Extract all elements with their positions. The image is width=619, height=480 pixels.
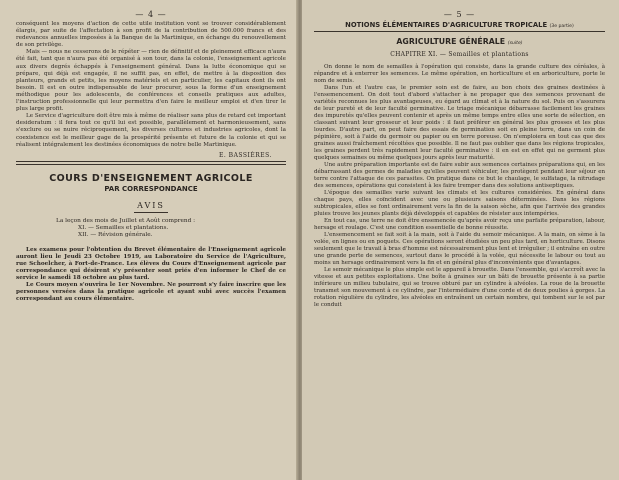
chapter-title: CHAPITRE XI. — Semailles et plantations [390, 51, 529, 58]
page-number: — 4 — [135, 10, 167, 19]
paragraph: conséquent les moyens d'action de cette utile institution vont se trouver considérablement élargis, par suite de l'affectation à son profit de la contribution de 500.000 francs et des redevances annuelles imposées à la Banque de la Martinique, en échange du renouvellement de son privilège. [16, 21, 286, 49]
paragraph: En tout cas, une terre ne doit être ensemencée qu'après avoir reçu une parfaite préparation, labour, hersage et roulage. C'est une condition essentielle de bonne réussite. [314, 218, 605, 231]
course-title: COURS D'ENSEIGNEMENT AGRICOLE [49, 172, 253, 184]
avis-heading: AVIS [137, 200, 165, 210]
series-part: (3e partie) [549, 24, 574, 29]
paragraph: L'époque des semailles varie suivant les climats et les cultures considérées. En général dans chaque pays, elles coïncident avec une ou plusieurs saisons déterminées. Dans les régions subtropicales, elles se font ordinairement vers la fin de la saison sèche, afin que l'arrivée des grandes pluies trouve les jeunes plants déjà développés et capables de résister aux intempéries. [314, 190, 605, 217]
exam-notice [16, 247, 286, 303]
paragraph: L'ensemencement se fait soit à la main, soit à l'aide du semoir mécanique. A la main, on sème à la volée, en lignes ou en poquets. Ces opérations seront étudiées un peu plus tard, en horticulture. Disons seulement que le travail à bras d'homme est nécessairement plus lent et irrégulier ; il entraîne en outre une grande perte de semences, surtout dans le procédé à la volée, qui nécessite le labour ou tout au moins un hersage ordinairement vers la fin et en général plus d'inconvénients que d'avantages. [314, 232, 605, 266]
lesson-intro: La leçon des mois de Juillet et Août comprend : [56, 217, 196, 224]
left-page [0, 0, 298, 480]
lesson-item: XII. — Révision générale. [78, 232, 153, 239]
avis-underline [134, 212, 168, 213]
paragraph: Mais — nous ne cesserons de le répéter — rien de définitif et de pleinement efficace n'aura été fait, tant que n'aura pas été organisé à son tour, dans la colonie, l'enseignement agricole aux divers degrés échappés à l'enseignement général. Dans la lutte économique qui se prépare, qui déjà est engagée, il ne suffit pas, en effet, de mettre à la disposition des planteurs, grands et petits, les moyens matériels et en particulier, les capitaux dont ils ont besoin. Il est en outre indispensable de leur procurer, sous la forme d'un enseignement méthodique pour les adolescents, de conférences et conseils pratiques aux adultes, l'instruction professionnelle qui leur permettra d'en faire le meilleur emploi et d'en tirer le plus large profit. [16, 49, 286, 113]
section-title [314, 37, 605, 46]
section-name: AGRICULTURE GÉNÉRALE [396, 37, 506, 46]
notice-paragraph: Les examens pour l'obtention du Brevet élémentaire de l'Enseignement agricole auront lieu le Jeudi 23 Octobre 1919, au Laboratoire du Service de l'Agriculture, rue Schoelcher, à Fort-de-France. Les élèves du Cours d'Enseignement agricole par correspondance qui désirent s'y présenter sont priés d'en informer le Chef de ce service le samedi 18 octobre au plus tard. [16, 247, 286, 282]
signature: E. BASSIÈRES. [218, 151, 272, 159]
divider [314, 31, 605, 32]
divider [16, 164, 286, 165]
section-note: (suite) [507, 41, 523, 46]
paragraph: Dans l'un et l'autre cas, le premier soin est de faire, au bon choix des graines destinées à l'ensemencement. On doit tout d'abord s'attacher à ne propager que des semences provenant de variétés reconnues les plus avantageuses, eu égard au climat et à la nature du sol. Puis on s'assurera de leur pureté et de leur faculté germinative. Le triage mécanique débarrasse facilement les graines des impuretés qu'elles peuvent contenir et après un même temps entre elles une sorte de sélection, en classant suivant leur grosseur et leur poids : il faut préférer en général les plus grosses et les plus lourdes. D'autre part, on peut faire des essais de germination soit en pleine terre, dans un coin de pépinière, soit à l'aide du germoir ou papier ou en terre poreuse. On n'emploiera en tout cas que des graines aussi fraîchement récoltées que possible. Il ne faut pas oublier que dans les régions tropicales, les graines perdent très rapidement leur faculté germinative : il en est en effet qui ne germent plus quelques semaines ou même quelques jours après leur maturité. [314, 85, 605, 161]
lesson-item: XI. — Semailles et plantations. [78, 224, 169, 231]
right-page [302, 0, 619, 480]
paragraph: On donne le nom de semailles à l'opération qui consiste, dans la grande culture des céréales, à répandre et à enterrer les semences. Le même opération, en horticulture et en arboriculture, porte le nom de semis. [314, 64, 605, 84]
page-number: — 5 — [443, 10, 476, 19]
course-subtitle: PAR CORRESPONDANCE [104, 184, 198, 193]
series-header [314, 21, 605, 29]
notice-paragraph: Le Cours moyen s'ouvrira le 1er Novembre. Ne pourront s'y faire inscrire que les personnes versées dans la pratique agricole et ayant subi avec succès l'examen correspondant au cours élémentaire. [16, 282, 286, 303]
paragraph: Une autre préparation importante est de faire subir aux semences certaines préparations qui, en les débarrassant des germes de maladies qu'elles peuvent véhiculer, les protègent pendant leur séjour en terre contre l'attaque de ces parasites. On pratique dans ce but le chaulage, le sulfatage, la nitrudage des semences, opérations qui consistent à les faire tremper dans des solutions antiseptiques. [314, 162, 605, 189]
series-title: NOTIONS ÉLÉMENTAIRES D'AGRICULTURE TROPICALE [345, 21, 548, 29]
lesson-list [56, 218, 286, 240]
paragraph: Le Service d'agriculture doit être mis à même de réaliser sans plus de retard cet important desideratum : il fera tout ce qu'il lui est possible, parallèlement et harmonieusement, sans s'exclure ou se nuire réciproquement, les diverses cultures et industries agricoles, dont la coexistence est le meilleur gage de la prospérité présente et future de la colonie et qui se réalisent intégralement les destinées économiques de notre belle Martinique. [16, 113, 286, 148]
paragraph: Le semoir mécanique le plus simple est le appareil à brouette. Dans l'ensemble, qui s'accroît avec la vitesse et aux petites exploitations. Une boîte à graines sur un bâti de brouette présente à sa partie inférieure un milieu tubulaire, qui se trouve obturé par un cylindre à alvéoles. La roue de la brouette transmet son mouvement à ce cylindre, par l'intermédiaire d'une corde et de deux poulies à gorges. La rotation régulière du cylindre, les alvéoles en entraînent un certain nombre, qui tombent sur le sol par le conduit [314, 267, 605, 308]
divider [16, 161, 286, 162]
